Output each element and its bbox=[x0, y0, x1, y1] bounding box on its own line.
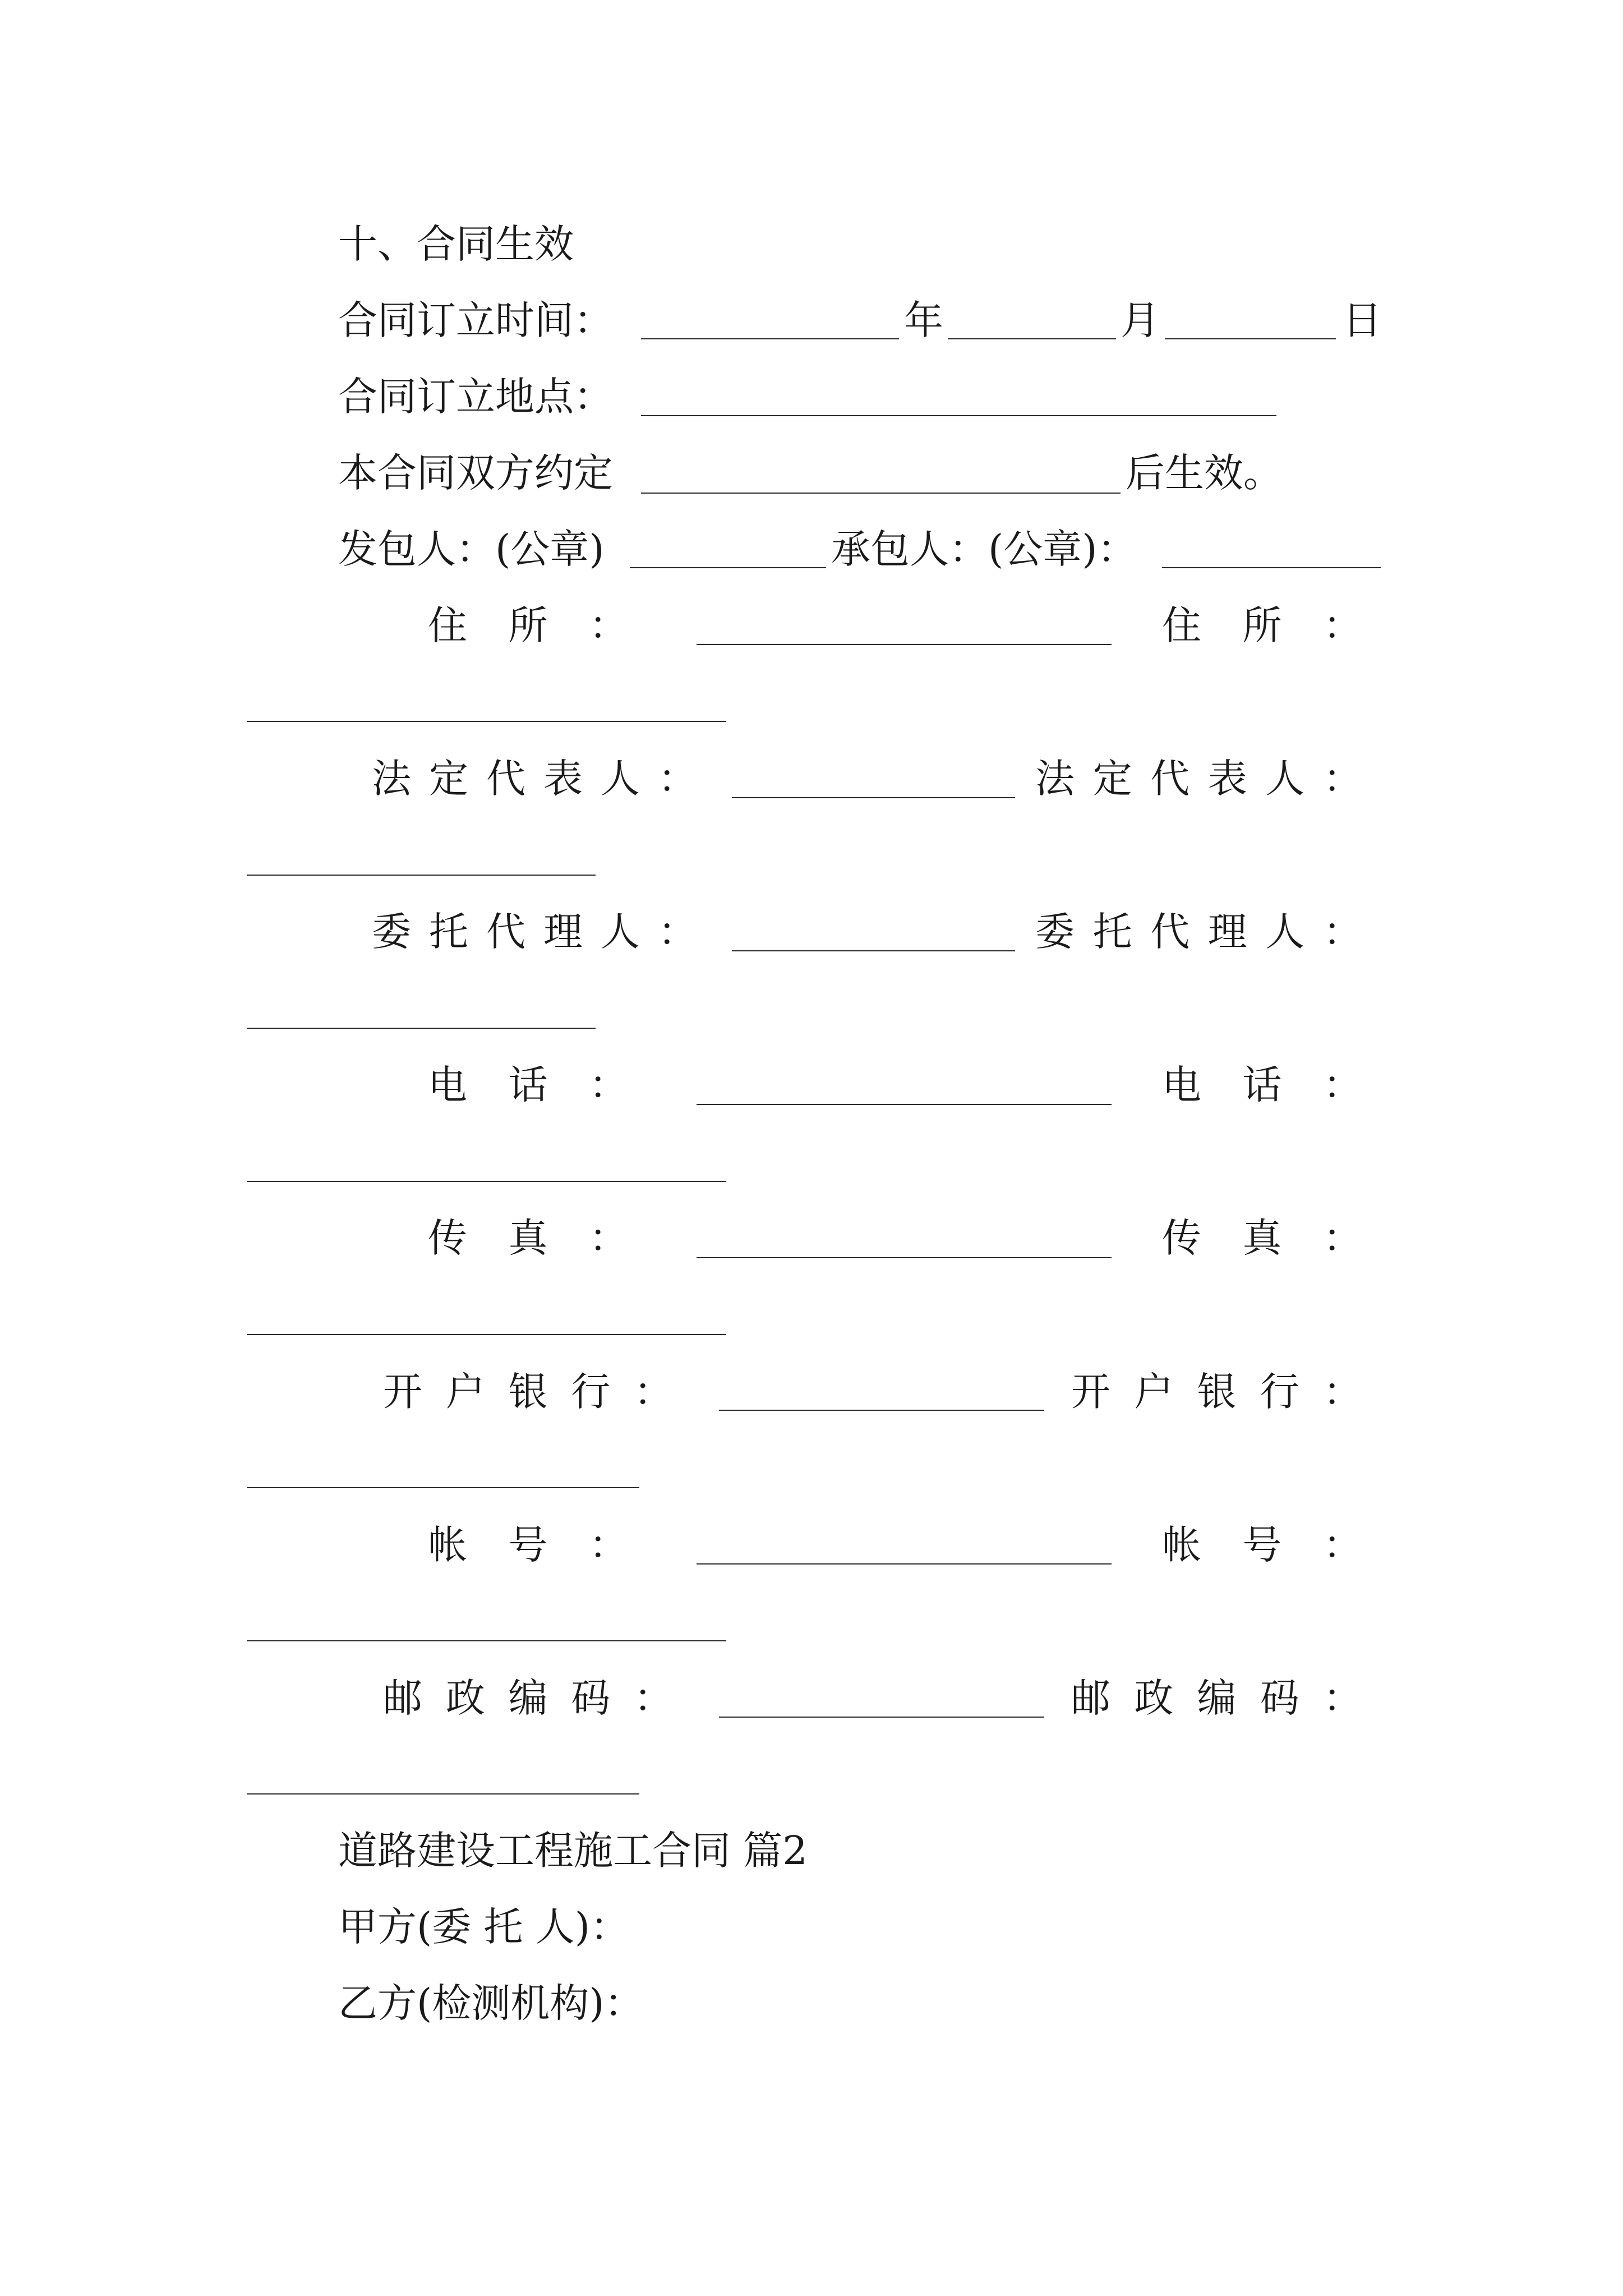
legal-rep-label-right: 法 定 代 表 人 ： bbox=[1035, 756, 1362, 802]
phone-label-left: 电 话 ： bbox=[428, 1062, 628, 1108]
fax-label-left: 传 真 ： bbox=[428, 1215, 628, 1261]
agent-label-left: 委 托 代 理 人 ： bbox=[372, 909, 697, 955]
signing-day-blank[interactable] bbox=[1165, 338, 1336, 339]
effective-condition-blank[interactable] bbox=[641, 493, 1121, 494]
agent-blank-right[interactable] bbox=[247, 1028, 596, 1029]
postcode-blank-right[interactable] bbox=[247, 1793, 639, 1795]
year-label: 年 bbox=[904, 297, 943, 343]
postcode-label-left: 邮 政 编 码 ： bbox=[383, 1675, 673, 1721]
party-a-label: 甲方(委 托 人)： bbox=[338, 1904, 630, 1950]
signing-time-label: 合同订立时间： bbox=[338, 297, 613, 343]
fax-label-right: 传 真 ： bbox=[1162, 1215, 1362, 1261]
employer-seal-blank[interactable] bbox=[630, 567, 826, 568]
month-label: 月 bbox=[1121, 297, 1160, 343]
address-blank-left[interactable] bbox=[697, 644, 1112, 645]
signing-place-blank[interactable] bbox=[641, 415, 1276, 416]
phone-blank-left[interactable] bbox=[697, 1104, 1112, 1105]
account-blank-right[interactable] bbox=[247, 1640, 726, 1641]
account-blank-left[interactable] bbox=[697, 1563, 1112, 1565]
phone-blank-right[interactable] bbox=[247, 1181, 726, 1182]
party-b-label: 乙方(检测机构)： bbox=[338, 1980, 644, 2026]
postcode-blank-left[interactable] bbox=[719, 1717, 1044, 1718]
effective-suffix: 后生效。 bbox=[1126, 450, 1283, 496]
signing-year-blank[interactable] bbox=[641, 338, 899, 339]
day-label: 日 bbox=[1343, 297, 1382, 343]
contractor-label: 承包人：(公章)： bbox=[831, 526, 1137, 572]
address-label-left: 住 所 ： bbox=[428, 602, 628, 648]
address-label-right: 住 所 ： bbox=[1162, 602, 1362, 648]
bank-label-left: 开 户 银 行 ： bbox=[383, 1369, 673, 1415]
account-label-left: 帐 号 ： bbox=[428, 1522, 628, 1568]
bank-blank-right[interactable] bbox=[247, 1487, 639, 1488]
agent-blank-left[interactable] bbox=[732, 950, 1015, 951]
contractor-seal-blank[interactable] bbox=[1162, 567, 1381, 568]
fax-blank-left[interactable] bbox=[697, 1257, 1112, 1258]
bank-label-right: 开 户 银 行 ： bbox=[1071, 1369, 1362, 1415]
section-title: 十、合同生效 bbox=[338, 221, 574, 267]
fax-blank-right[interactable] bbox=[247, 1334, 726, 1335]
agent-label-right: 委 托 代 理 人 ： bbox=[1035, 909, 1362, 955]
signing-place-label: 合同订立地点： bbox=[338, 374, 613, 420]
bank-blank-left[interactable] bbox=[719, 1410, 1044, 1411]
postcode-label-right: 邮 政 编 码 ： bbox=[1071, 1675, 1362, 1721]
effective-prefix: 本合同双方约定 bbox=[338, 450, 613, 496]
legal-rep-label-left: 法 定 代 表 人 ： bbox=[372, 756, 697, 802]
address-blank-right[interactable] bbox=[247, 721, 726, 722]
account-label-right: 帐 号 ： bbox=[1162, 1522, 1362, 1568]
legal-rep-blank-right[interactable] bbox=[247, 875, 596, 876]
signing-month-blank[interactable] bbox=[948, 338, 1116, 339]
phone-label-right: 电 话 ： bbox=[1162, 1062, 1362, 1108]
legal-rep-blank-left[interactable] bbox=[732, 797, 1015, 798]
next-contract-title: 道路建设工程施工合同 篇2 bbox=[338, 1828, 808, 1874]
employer-label: 发包人：(公章) bbox=[338, 526, 605, 572]
